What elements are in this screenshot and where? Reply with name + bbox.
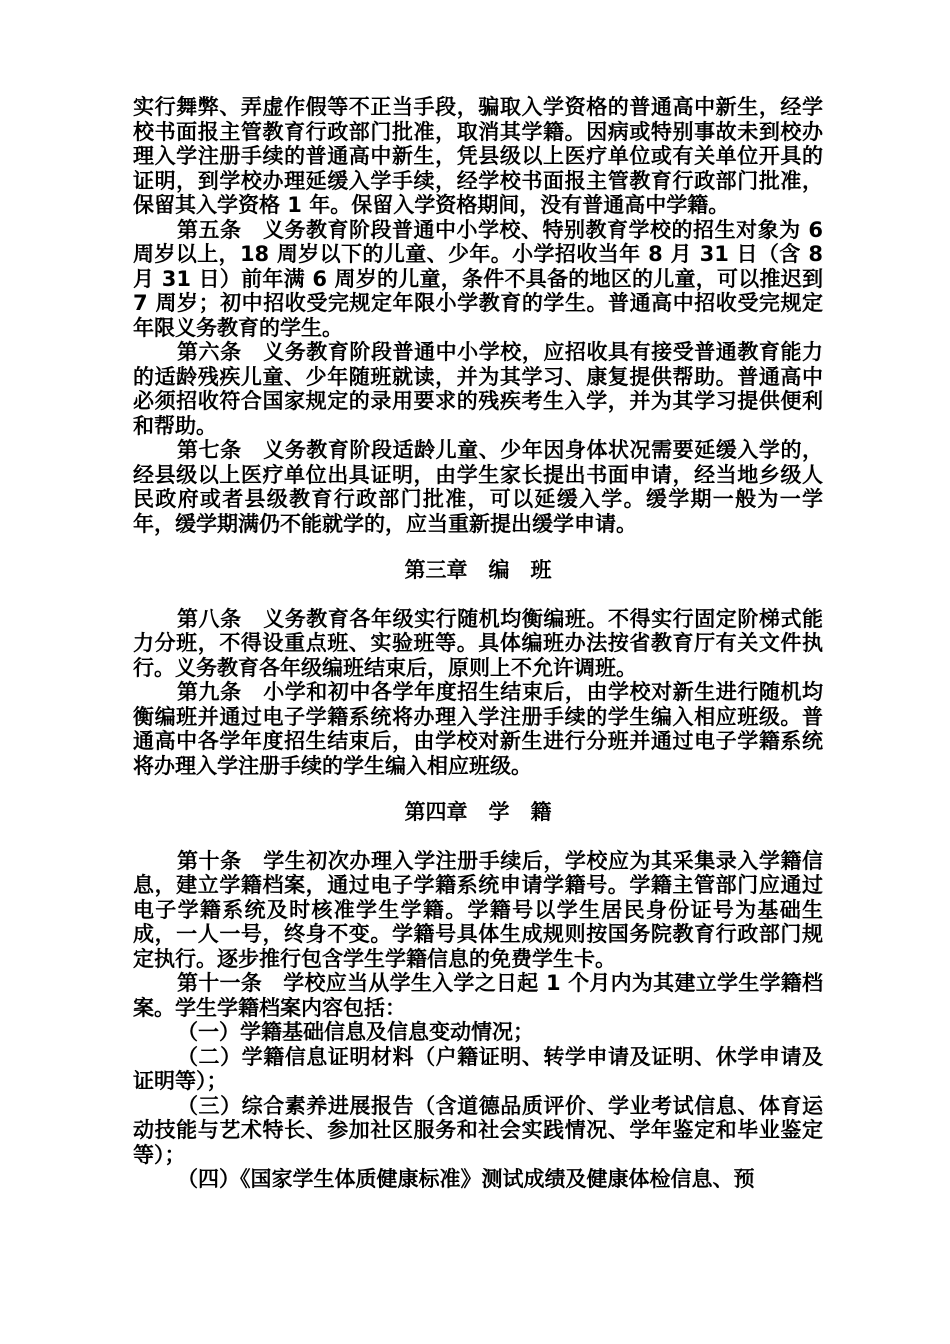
- article-5: 第五条 义务教育阶段普通中小学校、特别教育学校的招生对象为 6 周岁以上，18 周岁以下的儿童、少年。小学招收当年 8 月 31 日（含 8 月 31 日）前年满 6 周岁的儿童，条件不具备的地区的儿童，可以推迟到 7 周岁；初中招收受完规定年限小学教育的学生。普通高中招收受完规定年限义务教育的学生。: [133, 217, 823, 340]
- chapter-3-heading: 第三章 编 班: [404, 558, 552, 582]
- list-item-4: （四）《国家学生体质健康标准》测试成绩及健康体检信息、预: [177, 1167, 755, 1191]
- list-item-1: （一）学籍基础信息及信息变动情况；: [177, 1020, 534, 1044]
- list-item-3: （三）综合素养进展报告（含道德品质评价、学业考试信息、体育运动技能与艺术特长、参加社区服务和社会实践情况、学年鉴定和毕业鉴定等）；: [133, 1093, 823, 1167]
- article-9: 第九条 小学和初中各学年度招生结束后，由学校对新生进行随机均衡编班并通过电子学籍系统将办理入学注册手续的学生编入相应班级。普通高中各学年度招生结束后，由学校对新生进行分班并通过电子学籍系统将办理入学注册手续的学生编入相应班级。: [133, 680, 823, 778]
- article-6: 第六条 义务教育阶段普通中小学校，应招收具有接受普通教育能力的适龄残疾儿童、少年随班就读，并为其学习、康复提供帮助。普通高中必须招收符合国家规定的录用要求的残疾考生入学，并为其学习提供便利和帮助。: [133, 340, 823, 438]
- article-10: 第十条 学生初次办理入学注册手续后，学校应为其采集录入学籍信息，建立学籍档案，通过电子学籍系统申请学籍号。学籍主管部门应通过电子学籍系统及时核准学生学籍。学籍号以学生居民身份证号为基础生成，一人一号，终身不变。学籍号具体生成规则按国务院教育行政部门规定执行。逐步推行包含学生学籍信息的免费学生卡。: [133, 848, 823, 971]
- article-8: 第八条 义务教育各年级实行随机均衡编班。不得实行固定阶梯式能力分班，不得设重点班、实验班等。具体编班办法按省教育厅有关文件执行。义务教育各年级编班结束后，原则上不允许调班。: [133, 606, 823, 680]
- list-item-2: （二）学籍信息证明材料（户籍证明、转学申请及证明、休学申请及证明等）；: [133, 1044, 823, 1093]
- chapter-4-heading: 第四章 学 籍: [404, 800, 552, 824]
- article-7: 第七条 义务教育阶段适龄儿童、少年因身体状况需要延缓入学的，经县级以上医疗单位出具证明，由学生家长提出书面申请，经当地乡级人民政府或者县级教育行政部门批准，可以延缓入学。缓学期一般为一学年，缓学期满仍不能就学的，应当重新提出缓学申请。: [133, 438, 823, 536]
- article-11: 第十一条 学校应当从学生入学之日起 1 个月内为其建立学生学籍档案。学生学籍档案内容包括：: [133, 971, 823, 1020]
- paragraph-continued: 实行舞弊、弄虚作假等不正当手段，骗取入学资格的普通高中新生，经学校书面报主管教育行政部门批准，取消其学籍。因病或特别事故未到校办理入学注册手续的普通高中新生，凭县级以上医疗单位或有关单位开具的证明，到学校办理延缓入学手续，经学校书面报主管教育行政部门批准，保留其入学资格 1 年。保留入学资格期间，没有普通高中学籍。: [133, 95, 823, 217]
- document-page: [133, 95, 823, 1192]
